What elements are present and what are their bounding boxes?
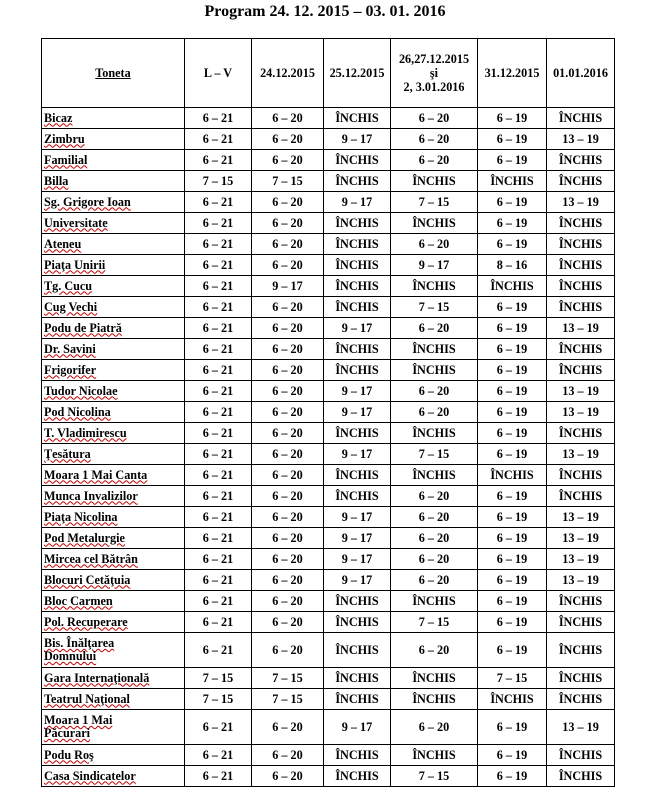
cell-d01: 13 – 19 xyxy=(547,318,615,339)
table-row xyxy=(42,570,615,591)
toneta-name: Munca Invalizilor xyxy=(44,488,138,503)
cell-lv: 6 – 21 xyxy=(185,402,252,423)
schedule-body xyxy=(42,108,615,787)
table-row xyxy=(42,745,615,766)
cell-d24: 6 – 20 xyxy=(252,549,324,570)
cell-d01: 13 – 19 xyxy=(547,381,615,402)
cell-d01: 13 – 19 xyxy=(547,444,615,465)
table-row xyxy=(42,402,615,423)
cell-d26: 6 – 20 xyxy=(391,549,478,570)
cell-d26: ÎNCHIS xyxy=(391,689,478,710)
cell-d31: 6 – 19 xyxy=(478,591,547,612)
cell-d25: ÎNCHIS xyxy=(324,668,391,689)
cell-d25: ÎNCHIS xyxy=(324,297,391,318)
cell-d24: 6 – 20 xyxy=(252,297,324,318)
cell-lv: 6 – 21 xyxy=(185,360,252,381)
cell-d01: ÎNCHIS xyxy=(547,633,615,668)
cell-d01: ÎNCHIS xyxy=(547,423,615,444)
cell-lv: 6 – 21 xyxy=(185,234,252,255)
cell-d26: 6 – 20 xyxy=(391,486,478,507)
header-26-27-12 xyxy=(391,39,478,108)
cell-d24: 6 – 20 xyxy=(252,381,324,402)
cell-d31: 6 – 19 xyxy=(478,612,547,633)
toneta-name: Moara 1 Mai Canta xyxy=(44,467,148,482)
cell-d31: 6 – 19 xyxy=(478,402,547,423)
cell-d31: 6 – 19 xyxy=(478,213,547,234)
cell-d31: 6 – 19 xyxy=(478,528,547,549)
cell-d24: 6 – 20 xyxy=(252,507,324,528)
cell-d25: 9 – 17 xyxy=(324,507,391,528)
cell-lv: 6 – 21 xyxy=(185,213,252,234)
cell-d31: 6 – 19 xyxy=(478,507,547,528)
cell-lv: 6 – 21 xyxy=(185,745,252,766)
cell-toneta xyxy=(42,129,185,150)
toneta-name: Sg. Grigore Ioan xyxy=(44,194,131,209)
cell-d25: ÎNCHIS xyxy=(324,591,391,612)
cell-d01: 13 – 19 xyxy=(547,192,615,213)
toneta-name: Gara Internaţională xyxy=(44,670,150,685)
cell-d31: 6 – 19 xyxy=(478,297,547,318)
cell-toneta xyxy=(42,570,185,591)
cell-d01: ÎNCHIS xyxy=(547,297,615,318)
cell-d25: ÎNCHIS xyxy=(324,633,391,668)
cell-d31: 6 – 19 xyxy=(478,444,547,465)
cell-d31: 6 – 19 xyxy=(478,423,547,444)
header-26-27-line2: şi xyxy=(429,66,439,80)
cell-lv: 6 – 21 xyxy=(185,570,252,591)
cell-d25: 9 – 17 xyxy=(324,402,391,423)
cell-d01: ÎNCHIS xyxy=(547,150,615,171)
cell-d01: ÎNCHIS xyxy=(547,360,615,381)
header-toneta: Toneta xyxy=(42,39,185,108)
cell-lv: 6 – 21 xyxy=(185,549,252,570)
cell-toneta xyxy=(42,360,185,381)
cell-d31: 8 – 16 xyxy=(478,255,547,276)
cell-d24: 6 – 20 xyxy=(252,213,324,234)
table-row xyxy=(42,465,615,486)
toneta-name: Zimbru xyxy=(44,131,85,146)
table-row xyxy=(42,710,615,745)
cell-d26: 6 – 20 xyxy=(391,108,478,129)
toneta-name: T. Vladimirescu xyxy=(44,425,127,440)
cell-d26: 7 – 15 xyxy=(391,192,478,213)
cell-d25: 9 – 17 xyxy=(324,318,391,339)
cell-d24: 6 – 20 xyxy=(252,255,324,276)
cell-toneta xyxy=(42,150,185,171)
table-row xyxy=(42,423,615,444)
table-row xyxy=(42,486,615,507)
cell-lv: 6 – 21 xyxy=(185,528,252,549)
toneta-name: Pol. Recuperare xyxy=(44,614,128,629)
header-31-12: 31.12.2015 xyxy=(478,39,547,108)
toneta-name-line: Păcurari xyxy=(44,726,91,740)
cell-d26: ÎNCHIS xyxy=(391,423,478,444)
cell-d25: ÎNCHIS xyxy=(324,745,391,766)
cell-lv: 6 – 21 xyxy=(185,423,252,444)
cell-d01: ÎNCHIS xyxy=(547,213,615,234)
cell-lv: 6 – 21 xyxy=(185,129,252,150)
toneta-name: Ţesătura xyxy=(44,446,91,461)
cell-d24: 6 – 20 xyxy=(252,192,324,213)
toneta-name: Universitate xyxy=(44,215,108,230)
schedule-table xyxy=(41,38,615,787)
cell-toneta xyxy=(42,710,185,745)
table-row xyxy=(42,766,615,787)
cell-lv: 6 – 21 xyxy=(185,297,252,318)
cell-d26: 6 – 20 xyxy=(391,129,478,150)
cell-lv: 6 – 21 xyxy=(185,339,252,360)
toneta-name: Ateneu xyxy=(44,236,82,251)
cell-d01: ÎNCHIS xyxy=(547,465,615,486)
table-row xyxy=(42,591,615,612)
cell-d24: 6 – 20 xyxy=(252,423,324,444)
cell-d26: 6 – 20 xyxy=(391,381,478,402)
table-row xyxy=(42,318,615,339)
cell-d24: 7 – 15 xyxy=(252,171,324,192)
cell-d25: ÎNCHIS xyxy=(324,339,391,360)
cell-lv: 6 – 21 xyxy=(185,276,252,297)
toneta-name: Pod Metalurgie xyxy=(44,530,125,545)
cell-toneta xyxy=(42,339,185,360)
cell-toneta xyxy=(42,444,185,465)
cell-d31: 6 – 19 xyxy=(478,129,547,150)
cell-toneta xyxy=(42,108,185,129)
cell-d01: ÎNCHIS xyxy=(547,255,615,276)
cell-lv: 6 – 21 xyxy=(185,486,252,507)
cell-d31: ÎNCHIS xyxy=(478,171,547,192)
cell-lv: 6 – 21 xyxy=(185,766,252,787)
cell-d24: 6 – 20 xyxy=(252,402,324,423)
toneta-name: Piaţa Unirii xyxy=(44,257,106,272)
cell-toneta xyxy=(42,766,185,787)
cell-d01: ÎNCHIS xyxy=(547,668,615,689)
cell-d01: 13 – 19 xyxy=(547,549,615,570)
cell-d31: 6 – 19 xyxy=(478,766,547,787)
cell-d24: 6 – 20 xyxy=(252,745,324,766)
cell-d31: 6 – 19 xyxy=(478,360,547,381)
cell-d01: ÎNCHIS xyxy=(547,612,615,633)
cell-d25: ÎNCHIS xyxy=(324,360,391,381)
toneta-name-line: Moara 1 Mai xyxy=(44,713,113,727)
cell-d25: ÎNCHIS xyxy=(324,689,391,710)
toneta-name-line: Domnului xyxy=(44,649,97,663)
cell-toneta xyxy=(42,234,185,255)
cell-d24: 6 – 20 xyxy=(252,360,324,381)
cell-d25: 9 – 17 xyxy=(324,129,391,150)
cell-lv: 6 – 21 xyxy=(185,192,252,213)
cell-d25: ÎNCHIS xyxy=(324,276,391,297)
cell-d25: 9 – 17 xyxy=(324,444,391,465)
cell-d31: 6 – 19 xyxy=(478,710,547,745)
cell-d01: ÎNCHIS xyxy=(547,591,615,612)
cell-toneta xyxy=(42,689,185,710)
cell-d24: 6 – 20 xyxy=(252,633,324,668)
cell-lv: 6 – 21 xyxy=(185,591,252,612)
cell-d26: 7 – 15 xyxy=(391,297,478,318)
toneta-name: Mircea cel Bătrân xyxy=(44,551,138,566)
cell-d01: ÎNCHIS xyxy=(547,276,615,297)
cell-d26: 7 – 15 xyxy=(391,612,478,633)
toneta-name: Tudor Nicolae xyxy=(44,383,118,398)
table-row xyxy=(42,297,615,318)
cell-d31: 6 – 19 xyxy=(478,549,547,570)
header-26-27-line1: 26,27.12.2015 xyxy=(398,52,470,66)
cell-lv: 6 – 21 xyxy=(185,150,252,171)
cell-d25: 9 – 17 xyxy=(324,710,391,745)
cell-toneta xyxy=(42,633,185,668)
cell-d26: 6 – 20 xyxy=(391,528,478,549)
cell-d24: 6 – 20 xyxy=(252,150,324,171)
table-row xyxy=(42,689,615,710)
cell-d25: 9 – 17 xyxy=(324,528,391,549)
cell-d25: 9 – 17 xyxy=(324,381,391,402)
cell-d26: ÎNCHIS xyxy=(391,745,478,766)
cell-d24: 6 – 20 xyxy=(252,570,324,591)
cell-d25: ÎNCHIS xyxy=(324,213,391,234)
cell-d01: ÎNCHIS xyxy=(547,234,615,255)
cell-d24: 6 – 20 xyxy=(252,612,324,633)
table-row xyxy=(42,171,615,192)
toneta-name: Frigorifer xyxy=(44,362,97,377)
cell-d31: 7 – 15 xyxy=(478,668,547,689)
table-row xyxy=(42,213,615,234)
table-row xyxy=(42,612,615,633)
toneta-name: Blocuri Cetăţuia xyxy=(44,572,131,587)
cell-d25: 9 – 17 xyxy=(324,570,391,591)
cell-toneta xyxy=(42,745,185,766)
cell-d31: 6 – 19 xyxy=(478,486,547,507)
table-row xyxy=(42,507,615,528)
cell-lv: 6 – 21 xyxy=(185,465,252,486)
cell-d25: ÎNCHIS xyxy=(324,766,391,787)
cell-d31: 6 – 19 xyxy=(478,318,547,339)
toneta-name: Billa xyxy=(44,173,69,188)
cell-d24: 6 – 20 xyxy=(252,486,324,507)
cell-lv: 6 – 21 xyxy=(185,710,252,745)
toneta-name: Tg. Cucu xyxy=(44,278,93,293)
header-row xyxy=(42,39,615,108)
cell-toneta xyxy=(42,297,185,318)
cell-lv: 7 – 15 xyxy=(185,668,252,689)
table-row xyxy=(42,150,615,171)
cell-d24: 6 – 20 xyxy=(252,465,324,486)
cell-d24: 6 – 20 xyxy=(252,766,324,787)
cell-d24: 6 – 20 xyxy=(252,318,324,339)
cell-d26: ÎNCHIS xyxy=(391,213,478,234)
cell-toneta xyxy=(42,423,185,444)
cell-d01: ÎNCHIS xyxy=(547,339,615,360)
cell-d26: 6 – 20 xyxy=(391,570,478,591)
toneta-name: Familial xyxy=(44,152,88,167)
cell-lv: 6 – 21 xyxy=(185,255,252,276)
cell-d25: ÎNCHIS xyxy=(324,150,391,171)
table-row xyxy=(42,234,615,255)
cell-d01: ÎNCHIS xyxy=(547,108,615,129)
cell-lv: 7 – 15 xyxy=(185,171,252,192)
cell-lv: 6 – 21 xyxy=(185,612,252,633)
cell-d31: ÎNCHIS xyxy=(478,465,547,486)
cell-d25: ÎNCHIS xyxy=(324,465,391,486)
cell-toneta xyxy=(42,255,185,276)
cell-d01: 13 – 19 xyxy=(547,129,615,150)
table-row xyxy=(42,108,615,129)
cell-d01: ÎNCHIS xyxy=(547,171,615,192)
header-01-01: 01.01.2016 xyxy=(547,39,615,108)
cell-toneta xyxy=(42,486,185,507)
cell-d26: 6 – 20 xyxy=(391,710,478,745)
cell-d26: ÎNCHIS xyxy=(391,360,478,381)
cell-toneta xyxy=(42,549,185,570)
cell-d25: ÎNCHIS xyxy=(324,171,391,192)
cell-d01: ÎNCHIS xyxy=(547,745,615,766)
cell-d01: 13 – 19 xyxy=(547,570,615,591)
cell-d01: 13 – 19 xyxy=(547,402,615,423)
cell-d24: 6 – 20 xyxy=(252,710,324,745)
table-row xyxy=(42,381,615,402)
toneta-name: Cug Vechi xyxy=(44,299,98,314)
cell-d26: 6 – 20 xyxy=(391,150,478,171)
table-row xyxy=(42,633,615,668)
table-row xyxy=(42,528,615,549)
cell-d25: ÎNCHIS xyxy=(324,423,391,444)
cell-d31: 6 – 19 xyxy=(478,234,547,255)
cell-toneta xyxy=(42,381,185,402)
cell-d26: 9 – 17 xyxy=(391,255,478,276)
cell-d31: ÎNCHIS xyxy=(478,689,547,710)
cell-d26: ÎNCHIS xyxy=(391,339,478,360)
cell-toneta xyxy=(42,192,185,213)
cell-d25: ÎNCHIS xyxy=(324,486,391,507)
cell-d24: 9 – 17 xyxy=(252,276,324,297)
cell-d31: ÎNCHIS xyxy=(478,276,547,297)
cell-d26: 6 – 20 xyxy=(391,234,478,255)
cell-d31: 6 – 19 xyxy=(478,192,547,213)
cell-lv: 6 – 21 xyxy=(185,108,252,129)
table-row xyxy=(42,276,615,297)
cell-d31: 6 – 19 xyxy=(478,381,547,402)
cell-d26: ÎNCHIS xyxy=(391,276,478,297)
cell-d24: 6 – 20 xyxy=(252,339,324,360)
page-title: Program 24. 12. 2015 – 03. 01. 2016 xyxy=(204,3,446,20)
cell-d26: 6 – 20 xyxy=(391,633,478,668)
cell-lv: 6 – 21 xyxy=(185,381,252,402)
cell-d26: ÎNCHIS xyxy=(391,591,478,612)
cell-toneta xyxy=(42,465,185,486)
cell-d01: 13 – 19 xyxy=(547,528,615,549)
cell-d31: 6 – 19 xyxy=(478,339,547,360)
toneta-name: Podu Roş xyxy=(44,747,94,762)
table-row xyxy=(42,549,615,570)
cell-d24: 6 – 20 xyxy=(252,234,324,255)
cell-d31: 6 – 19 xyxy=(478,150,547,171)
cell-d24: 7 – 15 xyxy=(252,689,324,710)
cell-toneta xyxy=(42,612,185,633)
cell-toneta xyxy=(42,402,185,423)
cell-d24: 6 – 20 xyxy=(252,444,324,465)
cell-lv: 6 – 21 xyxy=(185,633,252,668)
table-row xyxy=(42,668,615,689)
toneta-name: Piaţa Nicolina xyxy=(44,509,118,524)
cell-d01: ÎNCHIS xyxy=(547,689,615,710)
cell-toneta xyxy=(42,528,185,549)
cell-d31: 6 – 19 xyxy=(478,108,547,129)
cell-toneta xyxy=(42,171,185,192)
toneta-name: Casa Sindicatelor xyxy=(44,768,136,783)
toneta-name: Bloc Carmen xyxy=(44,593,113,608)
cell-toneta xyxy=(42,668,185,689)
cell-d01: ÎNCHIS xyxy=(547,486,615,507)
cell-d01: 13 – 19 xyxy=(547,507,615,528)
cell-d26: 6 – 20 xyxy=(391,507,478,528)
cell-d01: ÎNCHIS xyxy=(547,766,615,787)
table-row xyxy=(42,255,615,276)
cell-d26: ÎNCHIS xyxy=(391,668,478,689)
header-25-12: 25.12.2015 xyxy=(324,39,391,108)
cell-d31: 6 – 19 xyxy=(478,745,547,766)
table-row xyxy=(42,339,615,360)
cell-d26: 6 – 20 xyxy=(391,402,478,423)
cell-d24: 6 – 20 xyxy=(252,108,324,129)
table-row xyxy=(42,192,615,213)
cell-d24: 6 – 20 xyxy=(252,591,324,612)
toneta-name: Bicaz xyxy=(44,110,73,125)
cell-d25: 9 – 17 xyxy=(324,549,391,570)
cell-d26: ÎNCHIS xyxy=(391,465,478,486)
cell-toneta xyxy=(42,318,185,339)
toneta-name: Dr. Savini xyxy=(44,341,96,356)
cell-d25: ÎNCHIS xyxy=(324,612,391,633)
toneta-name: Pod Nicolina xyxy=(44,404,111,419)
cell-toneta xyxy=(42,507,185,528)
cell-d01: 13 – 19 xyxy=(547,710,615,745)
cell-lv: 6 – 21 xyxy=(185,507,252,528)
header-26-27-line3: 2, 3.01.2016 xyxy=(403,80,465,94)
cell-toneta xyxy=(42,591,185,612)
cell-lv: 6 – 21 xyxy=(185,444,252,465)
cell-d25: ÎNCHIS xyxy=(324,234,391,255)
cell-toneta xyxy=(42,276,185,297)
cell-d25: ÎNCHIS xyxy=(324,108,391,129)
cell-d25: ÎNCHIS xyxy=(324,255,391,276)
cell-lv: 7 – 15 xyxy=(185,689,252,710)
cell-d26: ÎNCHIS xyxy=(391,171,478,192)
cell-toneta xyxy=(42,213,185,234)
header-24-12: 24.12.2015 xyxy=(252,39,324,108)
cell-d31: 6 – 19 xyxy=(478,570,547,591)
cell-d25: 9 – 17 xyxy=(324,192,391,213)
cell-d24: 6 – 20 xyxy=(252,129,324,150)
cell-d31: 6 – 19 xyxy=(478,633,547,668)
toneta-name-line: Bis. Înălţarea xyxy=(44,636,115,650)
table-row xyxy=(42,360,615,381)
cell-d26: 7 – 15 xyxy=(391,766,478,787)
cell-d24: 6 – 20 xyxy=(252,528,324,549)
header-weekdays: L – V xyxy=(185,39,252,108)
cell-d24: 7 – 15 xyxy=(252,668,324,689)
table-row xyxy=(42,129,615,150)
cell-lv: 6 – 21 xyxy=(185,318,252,339)
table-row xyxy=(42,444,615,465)
cell-d26: 7 – 15 xyxy=(391,444,478,465)
toneta-name: Podu de Piatră xyxy=(44,320,122,335)
toneta-name: Teatrul Naţional xyxy=(44,691,130,706)
cell-d26: 6 – 20 xyxy=(391,318,478,339)
